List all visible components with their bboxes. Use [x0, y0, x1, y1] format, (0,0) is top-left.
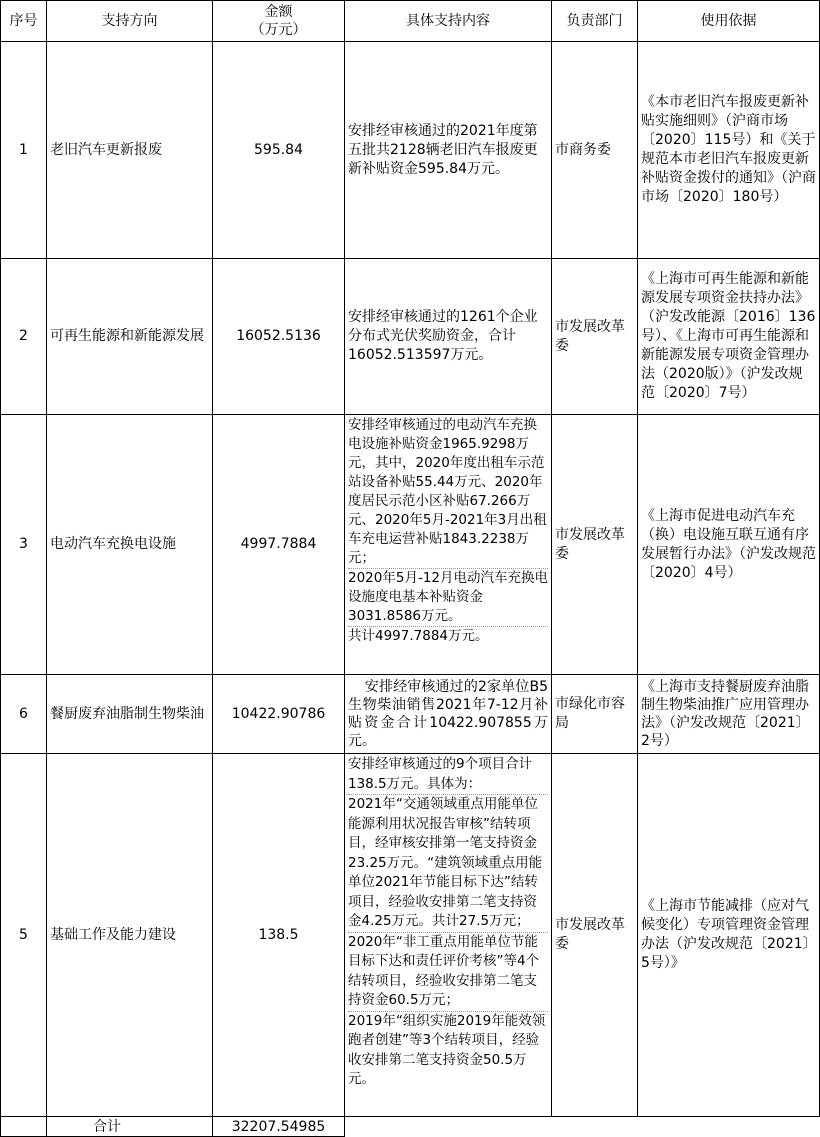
- row-index: 5: [19, 926, 28, 943]
- row-department: 市绿化市容局: [555, 696, 625, 731]
- header-basis: 使用依据: [700, 12, 757, 29]
- row-content: [345, 259, 551, 414]
- row-content-paragraph: 共计4997.7884万元。: [348, 626, 548, 646]
- row-content-paragraph: 安排经审核通过的2家单位B5生物柴油销售2021年7-12月补贴资金合计10422.907855万元。: [348, 679, 548, 749]
- row-index: 6: [19, 705, 28, 722]
- row-amount: 4997.7884: [240, 536, 317, 552]
- row-content-paragraph: 2019年“组织实施2019年能效领跑者创建”等3个结转项目，经验收安排第二笔支持资金50.5万元。: [348, 1011, 548, 1090]
- row-direction: 电动汽车充换电设施: [50, 536, 176, 552]
- row-content-paragraph: 2020年5月-12月电动汽车充换电设施度电基本补贴资金3031.8586万元。: [348, 570, 548, 624]
- row-content: [345, 42, 551, 258]
- row-index: 1: [19, 141, 28, 158]
- row-content-paragraph: 安排经审核通过的电动汽车充换电设施补贴资金1965.9298万元，其中，2020年度出租车示范站设备补贴55.44万元、2020年度居民示范小区补贴67.266万元、2020年5月-2021年3月出租车充电运营补贴1843.2238万元；: [348, 417, 547, 566]
- row-content: [345, 675, 551, 753]
- row-amount: 16052.5136: [236, 328, 321, 344]
- row-index: 3: [19, 536, 28, 552]
- row-department: 市发展改革委: [555, 917, 625, 952]
- row-amount: 595.84: [254, 141, 303, 158]
- total-label: 合计: [93, 1119, 121, 1135]
- header-content: 具体支持内容: [406, 12, 490, 29]
- header-index: 序号: [9, 12, 38, 29]
- row-content-paragraph: 2021年“交通领域重点用能单位能源利用状况报告审核”结转项目，经审核安排第一笔支持资金23.25万元。“建筑领域重点用能单位2021年节能目标下达”结转项目，经验收安排第二笔支持资金4.25万元。共计27.5万元；: [348, 794, 548, 932]
- row-department: 市发展改革委: [555, 318, 625, 354]
- header-amount-line1: 金额: [264, 4, 293, 20]
- row-content: [345, 415, 551, 674]
- row-department: 市发展改革委: [555, 526, 625, 562]
- row-amount: 138.5: [258, 926, 299, 943]
- row-basis: 《上海市节能减排（应对气候变化）专项管理资金管理办法（沪发改规范〔2021〕5号）》: [641, 898, 810, 971]
- header-direction: 支持方向: [101, 12, 158, 29]
- header-amount-line2: （万元）: [250, 22, 307, 38]
- row-direction: 老旧汽车更新报废: [50, 141, 162, 158]
- row-content: [345, 754, 551, 1116]
- row-direction: 餐厨废弃油脂制生物柴油: [50, 705, 204, 722]
- row-basis: 《上海市促进电动汽车充（换）电设施互联互通有序发展暂行办法》（沪发改规范〔2020〕4号）: [641, 507, 816, 581]
- row-content-paragraph: 安排经审核通过的2021年度第五批共2128辆老旧汽车报废更新补贴资金595.84万元。: [348, 122, 538, 177]
- row-index: 2: [19, 328, 28, 344]
- header-department: 负责部门: [566, 12, 623, 29]
- row-amount: 10422.90786: [231, 705, 326, 722]
- header-amount: [213, 1, 344, 41]
- row-basis: 《上海市支持餐厨废弃油脂制生物柴油推广应用管理办法》（沪发改规范〔2021〕2号）: [641, 679, 810, 749]
- row-department: 市商务委: [555, 141, 611, 158]
- total-amount: 32207.54985: [231, 1119, 326, 1135]
- row-direction: 可再生能源和新能源发展: [50, 328, 204, 344]
- row-basis: 《本市老旧汽车报废更新补贴实施细则》（沪商市场〔2020〕115号）和《关于规范本市老旧汽车报废更新补贴资金拨付的通知》（沪商市场〔2020〕180号）: [641, 94, 816, 205]
- row-direction: 基础工作及能力建设: [50, 926, 176, 943]
- row-basis: 《上海市可再生能源和新能源发展专项资金扶持办法》（沪发改能源〔2016〕136号）、《上海市可再生能源和新能源发展专项资金管理办法（2020版）》（沪发改规范〔2020〕7号）: [641, 271, 816, 401]
- row-content-paragraph: 安排经审核通过的1261个企业分布式光伏奖励资金，合计16052.513597万元。: [348, 309, 538, 363]
- row-content-paragraph: 安排经审核通过的9个项目合计138.5万元。具体为：: [348, 756, 533, 792]
- row-content-paragraph: 2020年“非工重点用能单位节能目标下达和责任评价考核”等4个结转项目，经验收安排第二笔支持资金60.5万元；: [348, 932, 548, 1011]
